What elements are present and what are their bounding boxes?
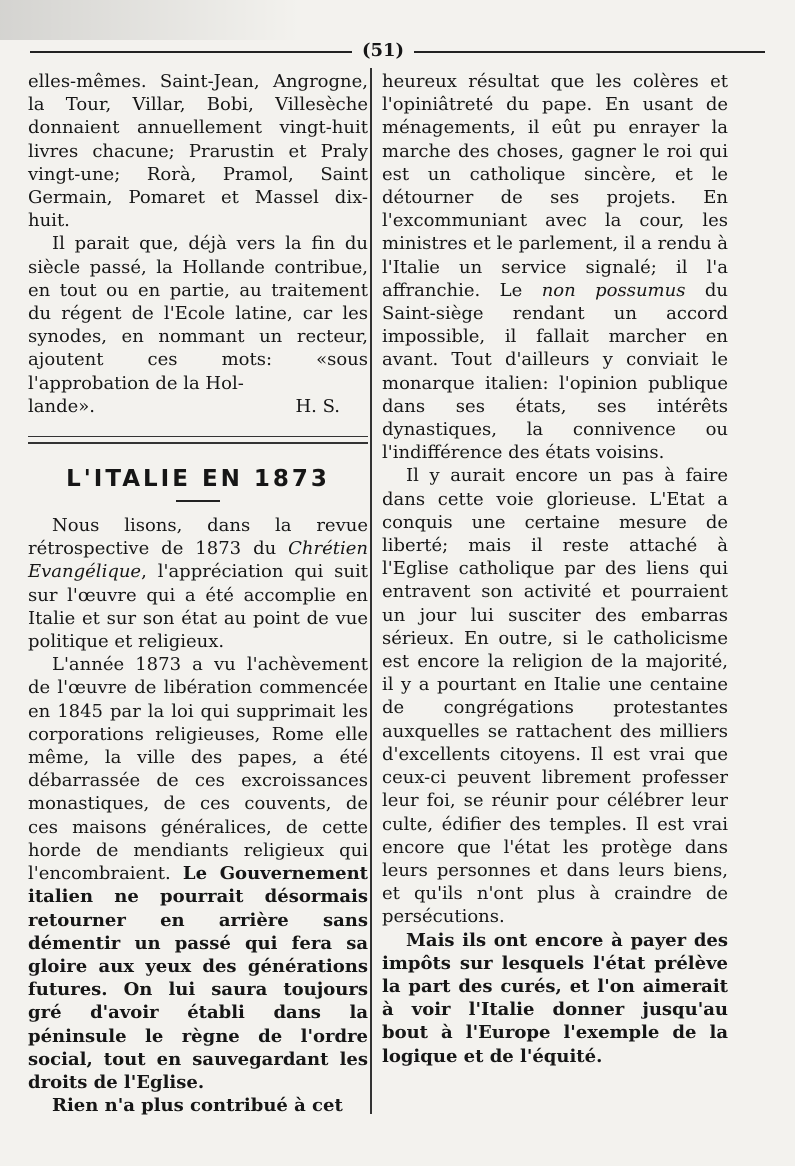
intro-paragraph-1: elles-mêmes. Saint-Jean, Angrogne, la Tour, Villar, Bobi, Villesèche donnaient annuellement vingt-huit livres chacune; Prarustin et Praly vingt-une; Rorà, Pramol, Saint Germain, Pomaret et Massel dix-huit. xyxy=(28,71,368,232)
signature-line-text: lande». xyxy=(28,395,95,417)
scan-smudge xyxy=(0,0,300,40)
header-rule-left xyxy=(30,51,352,53)
intro-paragraph-2: Il parait que, déjà vers la fin du siècle passé, la Hollande contribue, en tout ou en partie, au traitement du régent de l'Ecole latine, car les synodes, en nommant un recteur, ajoutent ces mots: «sous l'approbation de la Hol- xyxy=(28,233,368,394)
article-paragraph-2-start: Rien n'a plus contribué à cet xyxy=(52,1095,343,1117)
right-paragraph-3: Mais ils ont encore à payer des impôts sur lesquels l'état prélève la part des curés, et l'on aimerait à voir l'Italie donner jusqu'au bout à l'Europe l'exemple de la logique et de l'équité. xyxy=(382,929,728,1067)
right-paragraph-2: Il y aurait encore un pas à faire dans cette voie glorieuse. L'Etat a conquis une certaine mesure de liberté; mais il reste attaché à l'Eglise catholique par des liens qui entravent son activité et pourraient un jour lui susciter des embarras sérieux. En outre, si le catholicisme est encore la religion de la majorité, il y a pourtant en Italie une centaine de congrégations protestantes auxquelles se rattachent des milliers d'excellents citoyens. Il est vrai que ceux-ci peuvent librement professer leur foi, se réunir pour célébrer leur culte, édifier des temples. Il est vrai encore que l'état les protège dans leurs personnes et dans leurs biens, et qu'ils n'ont plus à craindre de persécutions. xyxy=(382,465,728,928)
article-paragraph-1-text: L'année 1873 a vu l'achèvement de l'œuvre de libération commencée en 1845 par la loi qui supprimait les corporations religieuses, Rome elle même, la ville des papes, a été débarrassée de ces excroissances monastiques, de ces couvents, de ces maisons généralices, de cette horde de mendiants religieux qui l'encombraient. xyxy=(28,654,368,885)
page-number: (51) xyxy=(361,40,405,61)
signature-line xyxy=(28,395,368,418)
article-paragraph-1 xyxy=(28,653,368,1094)
article-intro-part2: , l'appréciation qui suit sur l'œuvre qui a été accomplie en Italie et sur son état au point de vue politique et religieux. xyxy=(28,561,368,653)
right-paragraph-1-part1: heureux résultat que les colères et l'opiniâtreté du pape. En usant de ménagements, il eût pu enrayer la marche des choses, gagner le roi qui est un catholique sincère, et le détourner de ses projets. En l'excommuniant avec la cour, les ministres et le parlement, il a rendu à l'Italie un service signalé; il l'a affranchie. Le xyxy=(382,71,728,301)
article-intro xyxy=(28,514,368,653)
article-intro-part1: Nous lisons, dans la revue rétrospective de 1873 du xyxy=(28,515,368,560)
article-title: L'ITALIE EN 1873 xyxy=(66,466,330,493)
article-intro-source: Chrétien Evangélique xyxy=(28,538,368,583)
signature: H. S. xyxy=(295,395,340,417)
right-paragraph-1 xyxy=(382,70,728,464)
right-paragraph-1-part2: du Saint-siège rendant un accord impossible, il fallait marcher en avant. Tout d'ailleurs y conviait le monarque italien: l'opinion publique dans ses états, ses intérêts dynastiques, la connivence ou l'indifférence des états voisins. xyxy=(382,279,728,464)
column-divider xyxy=(370,68,372,1114)
right-paragraph-1-italic: non possumus xyxy=(541,279,686,301)
article-paragraph-1-bold: Le Gouvernement italien ne pourrait désormais retourner en arrière sans démentir un passé qui fera sa gloire aux yeux des générations futures. On lui saura toujours gré d'avoir établi dans la péninsule le règne de l'ordre social, tout en sauvegardant les droits de l'Eglise. xyxy=(28,863,368,1093)
left-column xyxy=(28,70,368,1117)
section-separator xyxy=(28,436,368,444)
title-dash xyxy=(176,500,220,502)
header-rule-right xyxy=(414,51,765,53)
page-header xyxy=(30,42,765,62)
right-column xyxy=(382,70,728,1068)
